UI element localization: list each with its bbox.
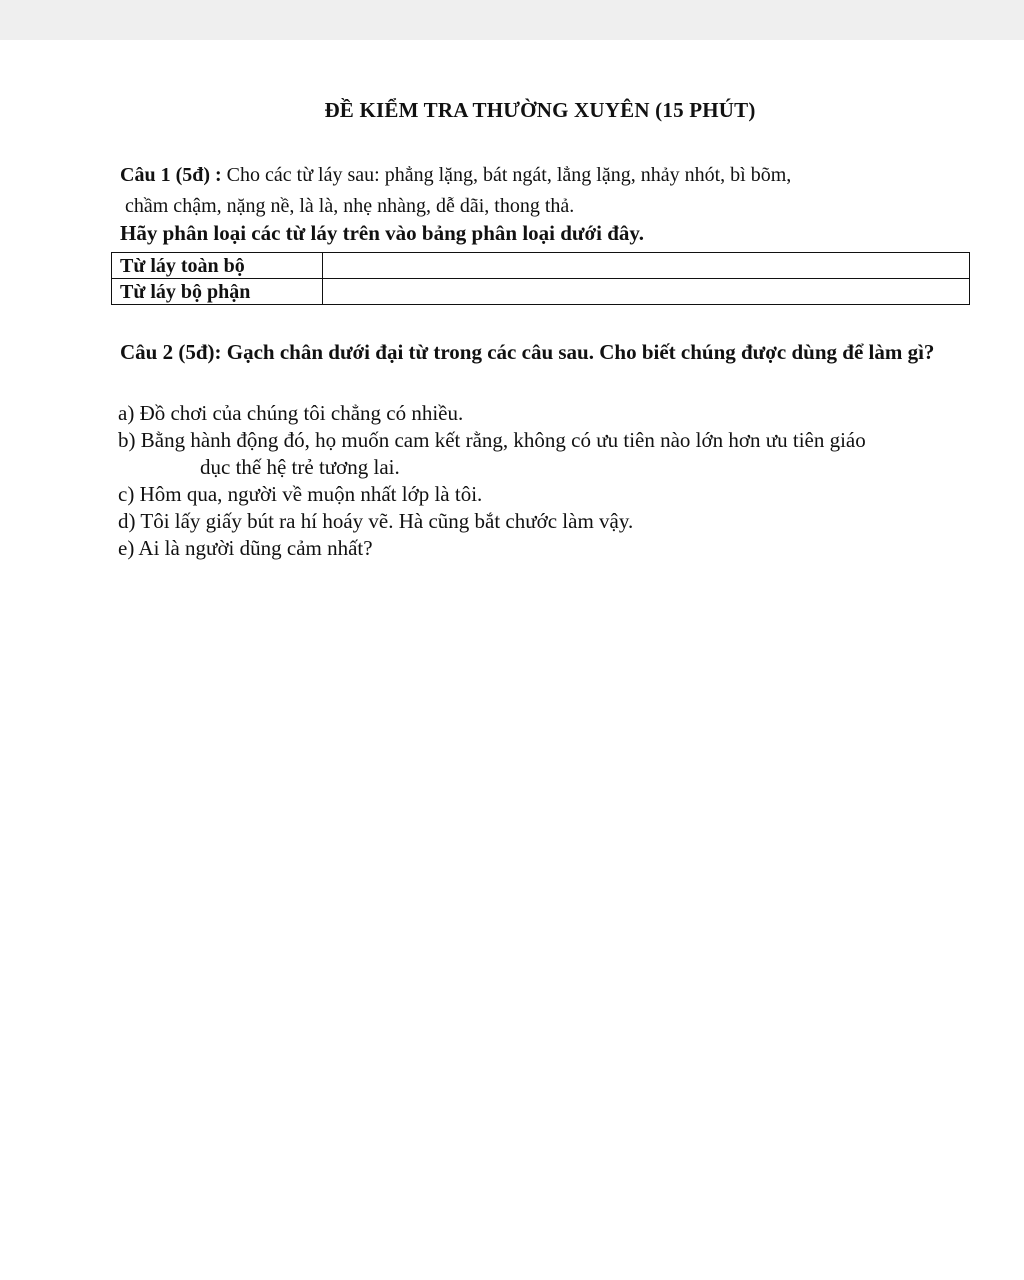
table-row bbox=[112, 279, 970, 305]
table-row-label-partial-reduplication: Từ láy bộ phận bbox=[112, 279, 323, 305]
question-2-item-b: b) Bằng hành động đó, họ muốn cam kết rằng, không có ưu tiên nào lớn hơn ưu tiên giáo bbox=[118, 428, 866, 452]
table-row-label-full-reduplication: Từ láy toàn bộ bbox=[112, 253, 323, 279]
question-2-item-e: e) Ai là người dũng cảm nhất? bbox=[118, 536, 373, 560]
question-2-item-b-continued: dục thế hệ trẻ tương lai. bbox=[200, 455, 400, 479]
question-2-item-d: d) Tôi lấy giấy bút ra hí hoáy vẽ. Hà cũng bắt chước làm vậy. bbox=[118, 509, 634, 533]
table-answer-cell bbox=[323, 279, 970, 305]
table-row bbox=[112, 253, 970, 279]
viewer-top-bar bbox=[0, 0, 1024, 40]
document-page bbox=[0, 40, 1024, 1280]
table-answer-cell bbox=[323, 253, 970, 279]
question-1 bbox=[120, 160, 920, 222]
question-1-text-line2: chầm chậm, nặng nề, là là, nhẹ nhàng, dễ dãi, thong thả. bbox=[125, 195, 575, 217]
question-1-text-line1: Cho các từ láy sau: phẳng lặng, bát ngát, lẳng lặng, nhảy nhót, bì bõm, bbox=[221, 164, 792, 186]
question-1-heading: Câu 1 (5đ) : bbox=[120, 164, 222, 186]
classification-table bbox=[111, 252, 970, 305]
question-2-items bbox=[118, 400, 978, 562]
question-2-item-c: c) Hôm qua, người về muộn nhất lớp là tôi. bbox=[118, 482, 483, 506]
question-2-item-a: a) Đồ chơi của chúng tôi chẳng có nhiều. bbox=[118, 401, 464, 425]
page-title: ĐỀ KIỂM TRA THƯỜNG XUYÊN (15 PHÚT) bbox=[324, 98, 756, 122]
question-1-instruction: Hãy phân loại các từ láy trên vào bảng phân loại dưới đây. bbox=[120, 221, 645, 245]
question-2-heading: Câu 2 (5đ): Gạch chân dưới đại từ trong các câu sau. Cho biết chúng được dùng để làm gì? bbox=[120, 340, 935, 364]
